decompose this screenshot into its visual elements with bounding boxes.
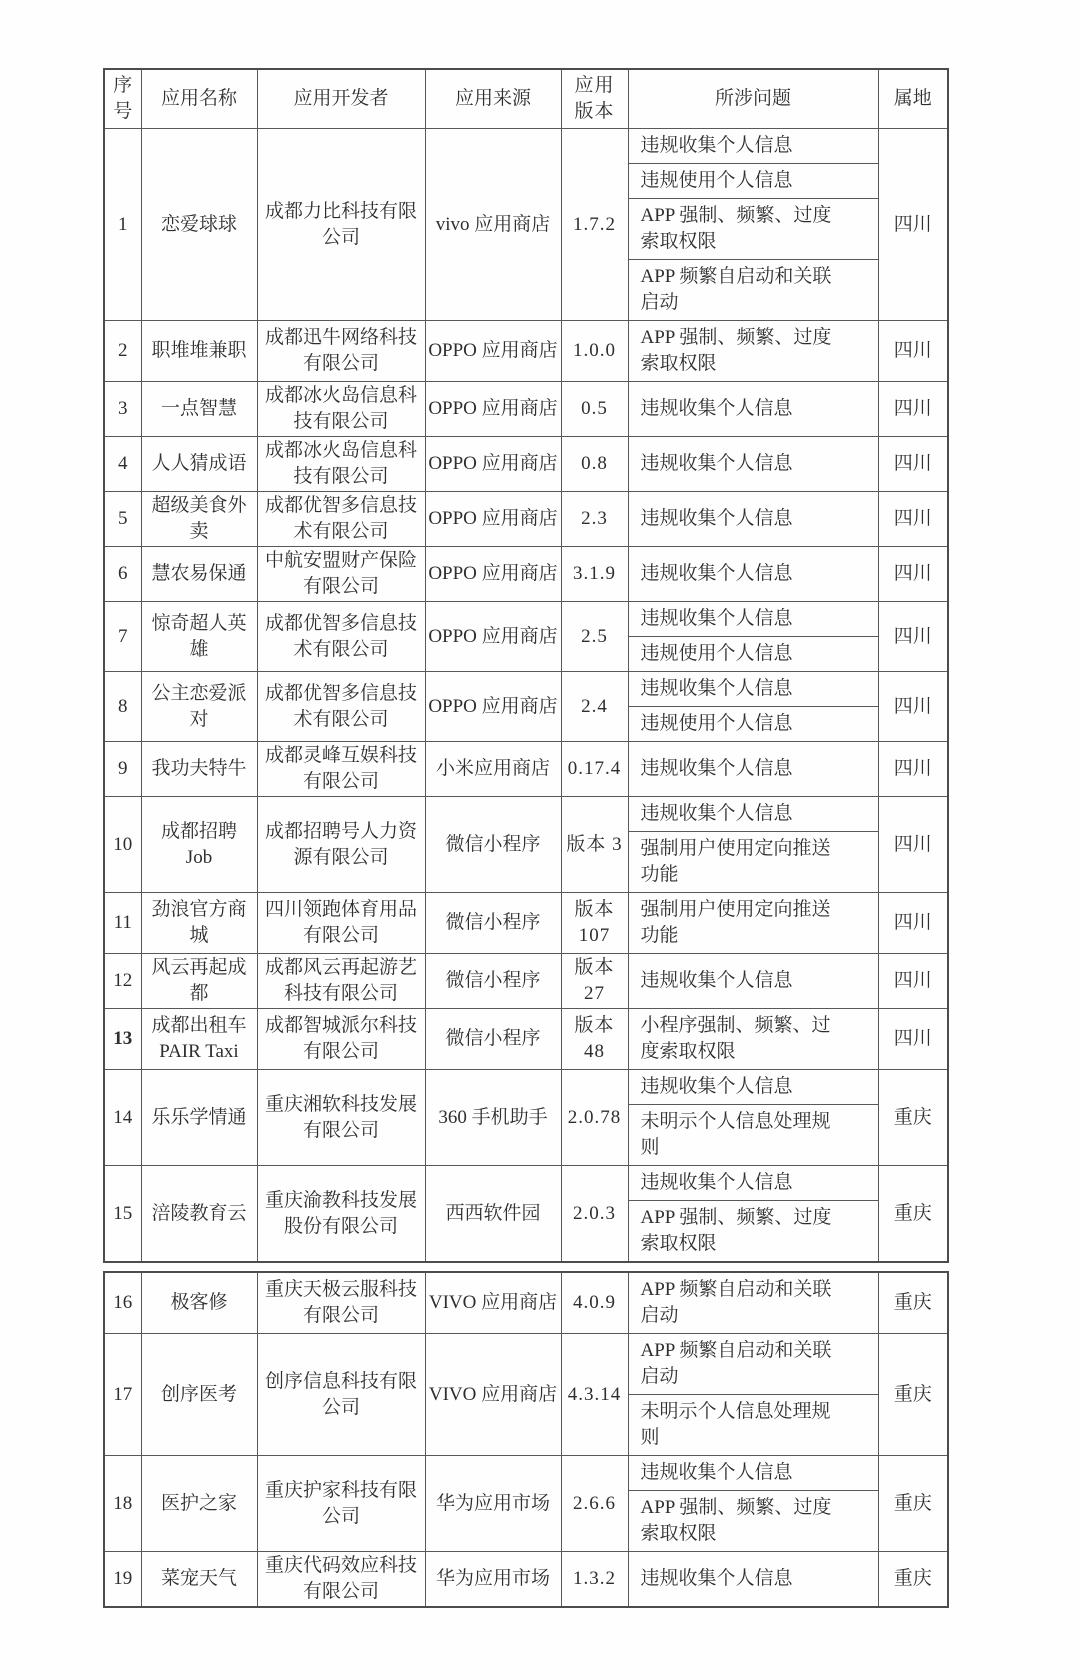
cell-issues [628, 382, 878, 437]
table-row [104, 1552, 948, 1608]
cell-app-version: 0.8 [561, 437, 628, 492]
cell-app-source: OPPO 应用商店 [425, 437, 561, 492]
col-header-source: 应用来源 [425, 69, 561, 129]
cell-region: 四川 [878, 742, 948, 797]
issue-item: 违规收集个人信息 [640, 803, 793, 824]
cell-developer: 成都优智多信息技术有限公司 [257, 602, 425, 672]
cell-app-name: 慧农易保通 [141, 547, 257, 602]
issue-item: APP 强制、频繁、过度索取权限 [629, 198, 878, 259]
cell-issues [628, 1272, 878, 1334]
cell-app-source: OPPO 应用商店 [425, 382, 561, 437]
cell-developer: 成都力比科技有限公司 [257, 129, 425, 321]
cell-app-version: 3.1.9 [561, 547, 628, 602]
cell-developer: 成都灵峰互娱科技有限公司 [257, 742, 425, 797]
cell-index: 7 [104, 602, 141, 672]
cell-index: 6 [104, 547, 141, 602]
issue-item: 小程序强制、频繁、过度索取权限 [640, 1015, 831, 1062]
issue-item: APP 频繁自启动和关联启动 [640, 1279, 832, 1326]
cell-app-version: 版本 3 [561, 797, 628, 893]
cell-index: 4 [104, 437, 141, 492]
cell-index: 2 [104, 321, 141, 382]
table-row [104, 492, 948, 547]
cell-app-version: 1.7.2 [561, 129, 628, 321]
cell-region: 四川 [878, 492, 948, 547]
cell-app-version: 版本 27 [561, 954, 628, 1009]
cell-app-source: VIVO 应用商店 [425, 1334, 561, 1456]
col-header-version: 应用版本 [561, 69, 628, 129]
cell-app-source: OPPO 应用商店 [425, 492, 561, 547]
cell-app-name: 公主恋爱派对 [141, 672, 257, 742]
issue-item: 违规收集个人信息 [640, 563, 793, 584]
cell-app-source: 小米应用商店 [425, 742, 561, 797]
col-header-region: 属地 [878, 69, 948, 129]
issue-item: 违规使用个人信息 [629, 636, 878, 671]
issue-item: 违规使用个人信息 [629, 706, 878, 741]
cell-index: 18 [104, 1456, 141, 1552]
issue-item: 违规收集个人信息 [640, 1172, 793, 1193]
cell-app-name: 恋爱球球 [141, 129, 257, 321]
cell-region: 四川 [878, 954, 948, 1009]
issue-item: APP 强制、频繁、过度索取权限 [629, 1490, 878, 1551]
cell-issues [628, 1166, 878, 1263]
table-row [104, 1456, 948, 1552]
cell-developer: 成都智城派尔科技有限公司 [257, 1009, 425, 1070]
cell-app-source: 华为应用市场 [425, 1456, 561, 1552]
cell-issues [628, 547, 878, 602]
cell-index: 5 [104, 492, 141, 547]
cell-developer: 重庆湘软科技发展有限公司 [257, 1070, 425, 1166]
cell-issues [628, 1456, 878, 1552]
issue-item: 违规收集个人信息 [640, 398, 793, 419]
document-page [103, 68, 947, 1608]
cell-app-source: 西西软件园 [425, 1166, 561, 1263]
cell-app-version: 版本 107 [561, 893, 628, 954]
col-header-issues: 所涉问题 [628, 69, 878, 129]
cell-app-version: 0.17.4 [561, 742, 628, 797]
cell-index: 12 [104, 954, 141, 1009]
cell-developer: 重庆代码效应科技有限公司 [257, 1552, 425, 1608]
cell-region: 重庆 [878, 1272, 948, 1334]
cell-issues [628, 893, 878, 954]
cell-developer: 成都冰火岛信息科技有限公司 [257, 382, 425, 437]
cell-developer: 成都冰火岛信息科技有限公司 [257, 437, 425, 492]
cell-region: 四川 [878, 893, 948, 954]
cell-app-version: 2.3 [561, 492, 628, 547]
cell-app-source: OPPO 应用商店 [425, 602, 561, 672]
violation-apps-table-page2 [103, 1271, 949, 1608]
issue-item: 违规收集个人信息 [640, 1568, 793, 1589]
cell-region: 重庆 [878, 1552, 948, 1608]
cell-app-name: 创序医考 [141, 1334, 257, 1456]
cell-region: 四川 [878, 129, 948, 321]
issue-item: 违规收集个人信息 [640, 970, 793, 991]
col-header-index: 序号 [104, 69, 141, 129]
cell-app-version: 4.3.14 [561, 1334, 628, 1456]
cell-app-source: VIVO 应用商店 [425, 1272, 561, 1334]
cell-app-version: 2.6.6 [561, 1456, 628, 1552]
issue-item: 违规使用个人信息 [629, 163, 878, 198]
cell-index: 13 [104, 1009, 141, 1070]
cell-region: 四川 [878, 437, 948, 492]
issue-item: APP 频繁自启动和关联启动 [629, 259, 878, 320]
issue-item: 违规收集个人信息 [640, 608, 793, 629]
cell-developer: 中航安盟财产保险有限公司 [257, 547, 425, 602]
cell-index: 16 [104, 1272, 141, 1334]
cell-app-name: 涪陵教育云 [141, 1166, 257, 1263]
table-row [104, 1166, 948, 1263]
cell-app-name: 成都招聘 Job [141, 797, 257, 893]
table-row [104, 321, 948, 382]
cell-developer: 四川领跑体育用品有限公司 [257, 893, 425, 954]
cell-app-source: OPPO 应用商店 [425, 672, 561, 742]
cell-developer: 重庆护家科技有限公司 [257, 1456, 425, 1552]
cell-app-version: 1.0.0 [561, 321, 628, 382]
cell-app-source: OPPO 应用商店 [425, 547, 561, 602]
table-row [104, 1009, 948, 1070]
cell-issues [628, 954, 878, 1009]
cell-issues [628, 437, 878, 492]
cell-developer: 成都风云再起游艺科技有限公司 [257, 954, 425, 1009]
cell-developer: 成都优智多信息技术有限公司 [257, 492, 425, 547]
cell-region: 重庆 [878, 1070, 948, 1166]
cell-region: 四川 [878, 797, 948, 893]
table-row [104, 672, 948, 742]
table-row [104, 547, 948, 602]
cell-app-version: 0.5 [561, 382, 628, 437]
cell-region: 四川 [878, 1009, 948, 1070]
cell-developer: 重庆天极云服科技有限公司 [257, 1272, 425, 1334]
table-row [104, 954, 948, 1009]
cell-app-source: 华为应用市场 [425, 1552, 561, 1608]
header-row [104, 69, 948, 129]
cell-region: 重庆 [878, 1166, 948, 1263]
issue-item: 违规收集个人信息 [640, 1076, 793, 1097]
table-header [104, 69, 948, 129]
table-row [104, 602, 948, 672]
cell-issues [628, 1070, 878, 1166]
cell-developer: 成都招聘号人力资源有限公司 [257, 797, 425, 893]
cell-issues [628, 321, 878, 382]
cell-issues [628, 672, 878, 742]
cell-app-name: 惊奇超人英雄 [141, 602, 257, 672]
table-row [104, 437, 948, 492]
cell-index: 10 [104, 797, 141, 893]
table-row [104, 1334, 948, 1456]
cell-app-name: 职堆堆兼职 [141, 321, 257, 382]
cell-app-source: 微信小程序 [425, 1009, 561, 1070]
table-body-page1 [104, 129, 948, 1263]
issue-item: 强制用户使用定向推送功能 [640, 899, 831, 946]
cell-index: 14 [104, 1070, 141, 1166]
cell-app-name: 乐乐学情通 [141, 1070, 257, 1166]
cell-app-version: 4.0.9 [561, 1272, 628, 1334]
cell-app-name: 我功夫特牛 [141, 742, 257, 797]
cell-app-name: 成都出租车 PAIR Taxi [141, 1009, 257, 1070]
cell-issues [628, 129, 878, 321]
table-row [104, 797, 948, 893]
cell-issues [628, 797, 878, 893]
table-row [104, 742, 948, 797]
issue-item: 违规收集个人信息 [640, 758, 793, 779]
cell-region: 四川 [878, 547, 948, 602]
table-row [104, 382, 948, 437]
cell-index: 11 [104, 893, 141, 954]
cell-issues [628, 492, 878, 547]
cell-app-source: 微信小程序 [425, 954, 561, 1009]
issue-item: 违规收集个人信息 [640, 678, 793, 699]
cell-issues [628, 1552, 878, 1608]
table-row [104, 1070, 948, 1166]
cell-index: 1 [104, 129, 141, 321]
cell-issues [628, 1009, 878, 1070]
issue-item: 未明示个人信息处理规则 [629, 1104, 878, 1165]
cell-app-version: 2.0.78 [561, 1070, 628, 1166]
table-row [104, 893, 948, 954]
col-header-developer: 应用开发者 [257, 69, 425, 129]
cell-developer: 重庆渝教科技发展股份有限公司 [257, 1166, 425, 1263]
cell-app-version: 2.0.3 [561, 1166, 628, 1263]
cell-app-source: 微信小程序 [425, 893, 561, 954]
cell-developer: 创序信息科技有限公司 [257, 1334, 425, 1456]
cell-region: 四川 [878, 602, 948, 672]
table-row [104, 129, 948, 321]
cell-app-name: 超级美食外卖 [141, 492, 257, 547]
cell-app-name: 人人猜成语 [141, 437, 257, 492]
cell-index: 3 [104, 382, 141, 437]
cell-app-name: 一点智慧 [141, 382, 257, 437]
cell-index: 17 [104, 1334, 141, 1456]
cell-app-name: 医护之家 [141, 1456, 257, 1552]
issue-item: APP 强制、频繁、过度索取权限 [629, 1200, 878, 1261]
cell-issues [628, 742, 878, 797]
issue-item: 违规收集个人信息 [640, 135, 793, 156]
cell-region: 重庆 [878, 1334, 948, 1456]
cell-app-source: vivo 应用商店 [425, 129, 561, 321]
cell-index: 15 [104, 1166, 141, 1263]
table-body-page2 [104, 1272, 948, 1607]
cell-app-source: 微信小程序 [425, 797, 561, 893]
issue-item: 强制用户使用定向推送功能 [629, 831, 878, 892]
col-header-app-name: 应用名称 [141, 69, 257, 129]
violation-apps-table-page1 [103, 68, 949, 1263]
cell-app-name: 风云再起成都 [141, 954, 257, 1009]
cell-developer: 成都迅牛网络科技有限公司 [257, 321, 425, 382]
cell-app-version: 版本 48 [561, 1009, 628, 1070]
table-row [104, 1272, 948, 1334]
cell-index: 9 [104, 742, 141, 797]
cell-index: 19 [104, 1552, 141, 1608]
cell-app-name: 极客修 [141, 1272, 257, 1334]
cell-region: 四川 [878, 382, 948, 437]
issue-item: APP 强制、频繁、过度索取权限 [640, 327, 832, 374]
cell-issues [628, 602, 878, 672]
cell-developer: 成都优智多信息技术有限公司 [257, 672, 425, 742]
cell-region: 重庆 [878, 1456, 948, 1552]
cell-app-name: 菜宠天气 [141, 1552, 257, 1608]
cell-index: 8 [104, 672, 141, 742]
cell-app-name: 劲浪官方商城 [141, 893, 257, 954]
cell-app-source: 360 手机助手 [425, 1070, 561, 1166]
cell-region: 四川 [878, 672, 948, 742]
issue-item: 违规收集个人信息 [640, 1462, 793, 1483]
issue-item: 违规收集个人信息 [640, 453, 793, 474]
issue-item: APP 频繁自启动和关联启动 [640, 1340, 832, 1387]
cell-app-source: OPPO 应用商店 [425, 321, 561, 382]
issue-item: 违规收集个人信息 [640, 508, 793, 529]
cell-app-version: 1.3.2 [561, 1552, 628, 1608]
cell-app-version: 2.5 [561, 602, 628, 672]
cell-issues [628, 1334, 878, 1456]
cell-region: 四川 [878, 321, 948, 382]
cell-app-version: 2.4 [561, 672, 628, 742]
issue-item: 未明示个人信息处理规则 [629, 1394, 878, 1455]
